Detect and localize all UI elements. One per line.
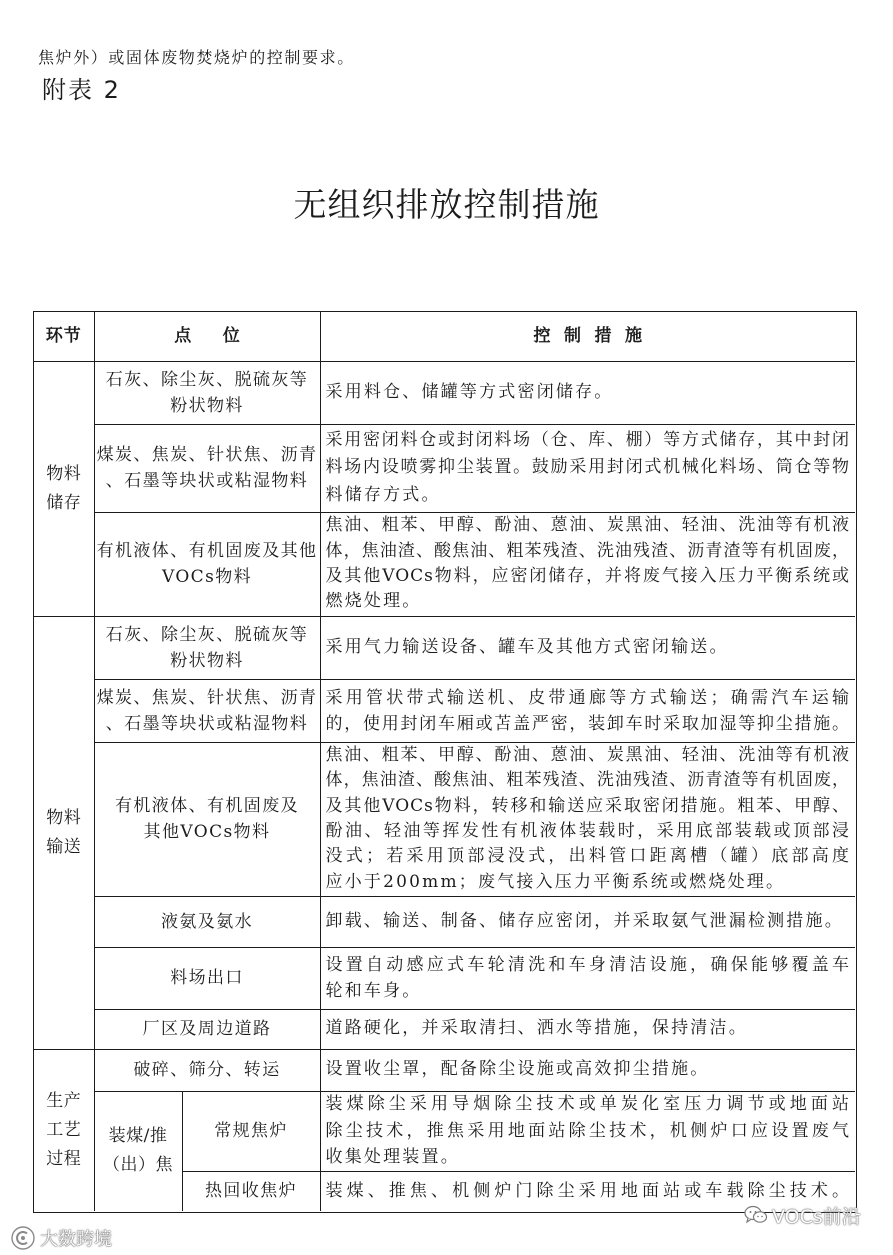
- stage-label-line: 工艺: [46, 1119, 82, 1140]
- location-cell: [95, 513, 321, 617]
- measure-line: 料场内设喷雾抑尘装置。鼓励采用封闭式机械化料场、筒仓等物: [325, 457, 850, 478]
- measure-line: 设置收尘罩，配备除尘设施或高效抑尘措施。: [325, 1059, 710, 1080]
- wechat-icon: [744, 1205, 768, 1225]
- measure-cell: [321, 617, 856, 680]
- stage-cell-storage: [34, 362, 95, 617]
- location-cell: [95, 1010, 321, 1050]
- location-line: 煤炭、焦炭、针状焦、沥青: [96, 687, 318, 708]
- location-cell: [95, 897, 321, 948]
- intro-text: 焦炉外）或固体废物焚烧炉的控制要求。: [38, 48, 355, 67]
- measure-line: 设置自动感应式车轮清洗和车身清洁设施，确保能够覆盖车: [325, 955, 850, 975]
- measure-line: 及其他VOCs物料，应密闭储存，并将废气接入压力平衡系统或: [325, 566, 850, 586]
- measure-cell: [321, 1092, 856, 1172]
- measure-line: 酚油、轻油等挥发性有机液体装载时，采用底部装载或顶部浸: [325, 821, 850, 841]
- location-line: 、石墨等块状或粘湿物料: [105, 713, 309, 734]
- measure-line: 道路硬化，并采取清扫、洒水等措施，保持清洁。: [325, 1018, 748, 1039]
- location-cell: [95, 948, 321, 1010]
- stage-label-line: 物料: [46, 463, 82, 484]
- header-measures: [321, 312, 856, 362]
- location-cell: [183, 1092, 321, 1172]
- location-cell: [183, 1172, 321, 1212]
- measure-line: 采用密闭料仓或封闭料场（仓、库、棚）等方式储存，其中封闭: [325, 429, 850, 450]
- location-line: 石灰、除尘灰、脱硫灰等: [105, 624, 309, 645]
- location-line: 料场出口: [170, 968, 244, 988]
- measure-line: 焦油、粗苯、甲醇、酚油、蒽油、炭黑油、轻油、洗油等有机液: [325, 515, 850, 536]
- measure-line: 卸载、输送、制备、储存应密闭，并采取氨气泄漏检测措施。: [325, 910, 844, 931]
- sub-stage-cell: [95, 1092, 183, 1212]
- stage-cell-transport: [34, 617, 95, 1050]
- location-line: 其他VOCs物料: [143, 822, 271, 842]
- stage-label-line: 过程: [46, 1148, 82, 1169]
- location-cell: [95, 617, 321, 680]
- measure-line: 采用料仓、储罐等方式密闭储存。: [325, 381, 614, 402]
- watermark-left: [10, 1226, 112, 1250]
- measure-line: 应小于200mm；废气接入压力平衡系统或燃烧处理。: [325, 871, 786, 892]
- measure-line: 焦油、粗苯、甲醇、酚油、蒽油、炭黑油、轻油、洗油等有机液: [325, 744, 850, 765]
- location-line: 常规焦炉: [214, 1121, 288, 1141]
- measure-line: 燃烧处理。: [325, 591, 422, 612]
- measure-line: 装煤、推焦、机侧炉门除尘采用地面站或车载除尘技术。: [325, 1180, 850, 1201]
- appendix-label: 附表 2: [42, 76, 121, 104]
- stage-label-line: 储存: [46, 492, 82, 513]
- location-line: 破碎、筛分、转运: [133, 1060, 281, 1080]
- location-line: VOCs物料: [161, 567, 253, 587]
- page-title: 无组织排放控制措施: [293, 185, 600, 224]
- watermark-left-text: 大数跨境: [40, 1229, 112, 1250]
- location-cell: [95, 362, 321, 425]
- location-cell: [95, 1050, 321, 1092]
- measure-cell: [321, 1010, 856, 1050]
- location-line: 煤炭、焦炭、针状焦、沥青: [96, 445, 318, 465]
- measure-line: 及其他VOCs物料，转移和输送应采取密闭措施。粗苯、甲醇、: [325, 795, 850, 816]
- header-stage: [34, 312, 95, 362]
- sub-stage-line: 装煤/推: [108, 1126, 168, 1147]
- header-location: [95, 312, 321, 362]
- location-line: 石灰、除尘灰、脱硫灰等: [105, 369, 309, 390]
- stage-label-line: 生产: [46, 1090, 82, 1111]
- location-line: 液氨及氨水: [161, 911, 253, 932]
- measure-line: 收集处理装置。: [325, 1147, 460, 1168]
- measure-line: 采用气力输送设备、罐车及其他方式密闭输送。: [325, 636, 729, 657]
- header-stage-label: 环节: [45, 326, 82, 347]
- measure-cell: [321, 513, 856, 617]
- location-cell: [95, 680, 321, 743]
- measure-line: 体，焦油渣、酸焦油、粗苯残渣、洗油残渣、沥青渣等有机固废，: [325, 540, 850, 561]
- location-line: 有机液体、有机固废及: [115, 796, 299, 816]
- measure-line: 的，使用封闭车厢或苫盖严密，装卸车时采取加湿等抑尘措施。: [325, 713, 850, 734]
- measure-line: 没式；若采用顶部浸没式，出料管口距离槽（罐）底部高度: [325, 846, 850, 867]
- measure-line: 装煤除尘采用导烟除尘技术或单炭化室压力调节或地面站: [325, 1094, 850, 1115]
- location-line: 、石墨等块状或粘湿物料: [105, 471, 309, 491]
- measure-line: 采用管状带式输送机、皮带通廊等方式输送；确需汽车运输: [325, 687, 850, 708]
- location-line: 厂区及周边道路: [142, 1019, 272, 1039]
- measure-cell: [321, 1050, 856, 1092]
- watermark-right: [744, 1203, 861, 1227]
- measure-cell: [321, 897, 856, 948]
- watermark-right-text: VOCs前沿: [772, 1205, 861, 1228]
- brand-logo-icon: [10, 1225, 36, 1251]
- measure-cell: [321, 362, 856, 425]
- location-line: 粉状物料: [170, 650, 244, 671]
- stage-cell-production: [34, 1050, 95, 1212]
- control-measures-table: [33, 311, 857, 1213]
- measure-cell: [321, 425, 856, 513]
- stage-label-line: 物料: [46, 807, 82, 828]
- measure-line: 除尘技术，推焦采用地面站除尘技术，机侧炉口应设置废气: [325, 1120, 850, 1141]
- sub-stage-line: （出）焦: [103, 1155, 173, 1176]
- measure-line: 体，焦油渣、酸焦油、粗苯残渣、洗油残渣、沥青渣等有机固废，: [325, 770, 850, 791]
- measure-cell: [321, 680, 856, 743]
- header-location-label: 点 位: [174, 326, 253, 347]
- measure-line: 料储存方式。: [325, 484, 441, 505]
- location-line: 热回收焦炉: [205, 1181, 297, 1202]
- measure-cell: [321, 743, 856, 897]
- location-line: 粉状物料: [170, 395, 244, 416]
- location-cell: [95, 425, 321, 513]
- header-measures-label: 控 制 措 施: [533, 326, 646, 347]
- measure-line: 轮和车身。: [325, 981, 422, 1001]
- location-cell: [95, 743, 321, 897]
- measure-cell: [321, 948, 856, 1010]
- location-line: 有机液体、有机固废及其他: [96, 541, 318, 561]
- stage-label-line: 输送: [46, 836, 82, 857]
